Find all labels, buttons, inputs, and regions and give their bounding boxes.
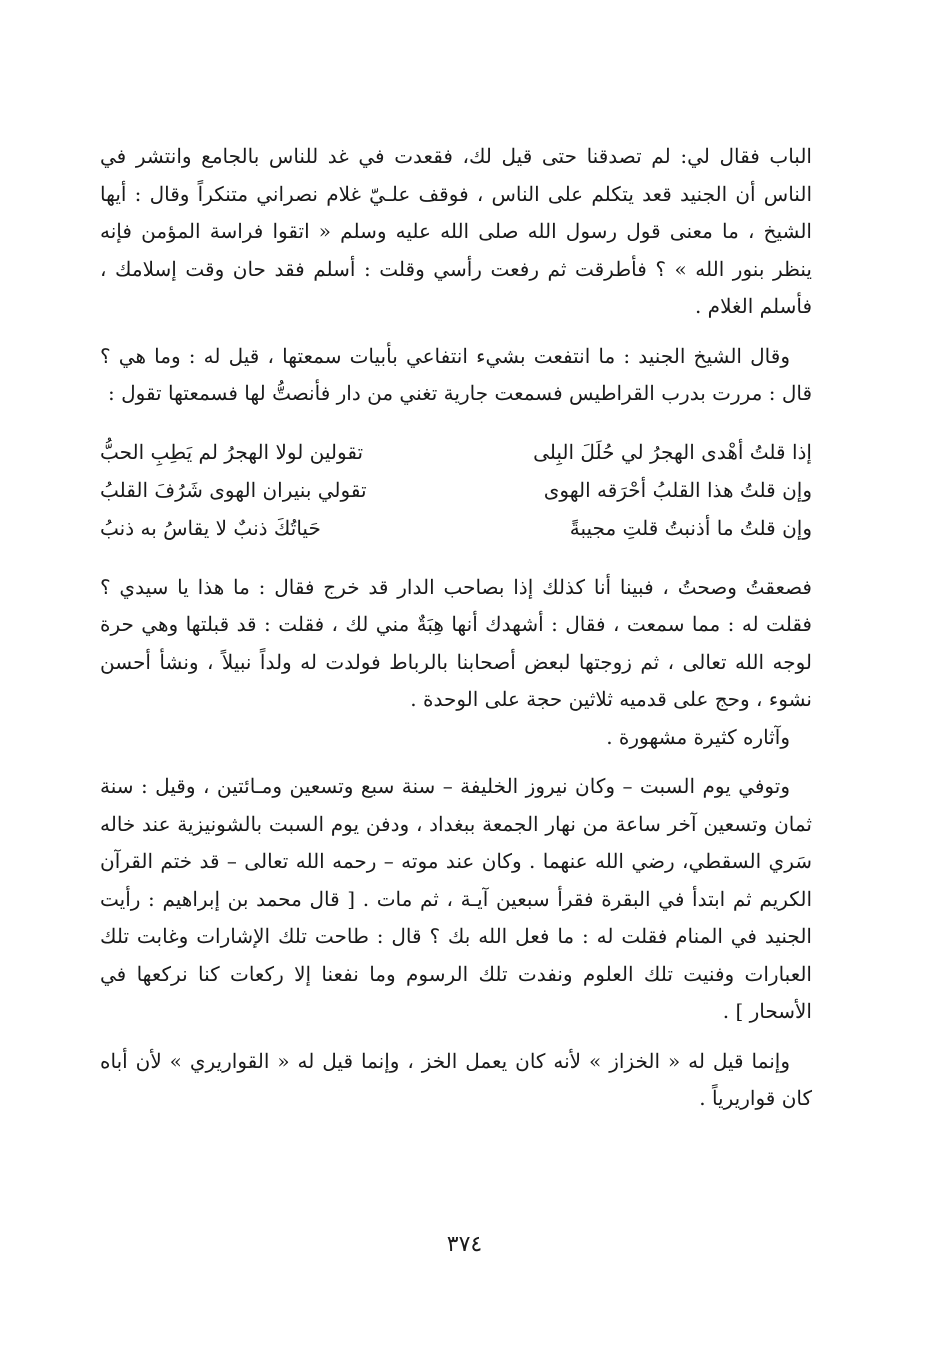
poem-verse bbox=[100, 509, 812, 547]
page-text-block bbox=[100, 138, 812, 1118]
poem bbox=[100, 433, 812, 547]
paragraph-junayd-said: وقال الشيخ الجنيد : ما انتفعت بشيء انتفاعي بأبيات سمعتها ، قيل له : وما هي ؟ قال : مررت بدرب القراطيس فسمعت جارية تغني من دار فأنصتُّ لها فسمعتها تقول : bbox=[100, 343, 812, 405]
poem-verse bbox=[100, 433, 812, 471]
page-number: ٣٧٤ bbox=[446, 1232, 483, 1257]
verse-second-hemistich: تقولي بنيران الهوى شَرُفَ القلبُ bbox=[100, 477, 367, 502]
paragraph-gap bbox=[100, 326, 812, 338]
poem-verse bbox=[100, 471, 812, 509]
paragraph-khazzaz: وإنما قيل له « الخزاز » لأنه كان يعمل الخز ، وإنما قيل له « القواريري » لأن أباه كان قواريرياً . bbox=[100, 1048, 812, 1110]
paragraph-death: وتوفي يوم السبت – وكان نيروز الخليفة – سنة سبع وتسعين ومـائتين ، وقيل : سنة ثمان وتسعين آخر ساعة من نهار الجمعة ببغداد ، ودفن يوم السبت بالشونيزية عند خاله سَري السقطي، رضي الله عنهما . وكان عند موته – رحمه الله تعالى – قد ختم القرآن الكريم ثم ابتدأ في البقرة فقرأ سبعين آيـة ، ثم مات . [ قال محمد بن إبراهيم : رأيت الجنيد في المنام فقلت له : ما فعل الله بك ؟ قال : طاحت تلك الإشارات وغابت تلك العبارات وفنيت تلك العلوم ونفدت تلك الرسوم وما نفعنا إلا ركعات كنا نركعها في الأسحار ] . bbox=[100, 774, 812, 1023]
paragraph-athar: وآثاره كثيرة مشهورة . bbox=[606, 724, 790, 749]
paragraph-fasaiqtu: فصعقتُ وصحتُ ، فبينا أنا كذلك إذا بصاحب الدار قد خرج فقال : ما هذا يا سيدي ؟ فقلت له : مما سمعت ، فقال : أشهدك أنها هِبَةٌ مني لك ، فقلت : قد قبلتها وهي حرة لوجه الله تعالى ، ثم زوجتها لبعض أصحابنا بالرباط فولدت له ولداً نبيلاً ، ونشأ أحسن نشوء ، وحج على قدميه ثلاثين حجة على الوحدة . bbox=[100, 574, 812, 711]
verse-first-hemistich: وإن قلتُ هذا القلبُ أحْرَقه الهوى bbox=[543, 477, 812, 502]
paragraph-gap bbox=[100, 756, 812, 768]
paragraph-bab: الباب فقال لي: لم تصدقنا حتى قيل لك، فقعدت في غد للناس بالجامع وانتشر في الناس أن الجنيد قعد يتكلم على الناس ، فوقف علـيّ غلام نصراني متنكراً وقال : أيها الشيخ ، ما معنى قول رسول الله صلى الله عليه وسلم « اتقوا فراسة المؤمن فإنه ينظر بنور الله » ؟ فأطرقت ثم رفعت رأسي وقلت : أسلم فقد حان وقت إسلامك ، فأسلم الغلام . bbox=[100, 144, 812, 318]
verse-first-hemistich: إذا قلتُ أهْدى الهجرُ لي حُلَلَ البِلى bbox=[533, 439, 812, 464]
verse-second-hemistich: حَياتُكَ ذنبٌ لا يقاسُ به ذنبُ bbox=[100, 515, 321, 540]
verse-first-hemistich: وإن قلتُ ما أذنبتُ قلتِ مجيبةً bbox=[569, 515, 812, 540]
paragraph-gap bbox=[100, 1031, 812, 1043]
verse-second-hemistich: تقولين لولا الهجرُ لم يَطِبِ الحبُّ bbox=[100, 439, 364, 464]
